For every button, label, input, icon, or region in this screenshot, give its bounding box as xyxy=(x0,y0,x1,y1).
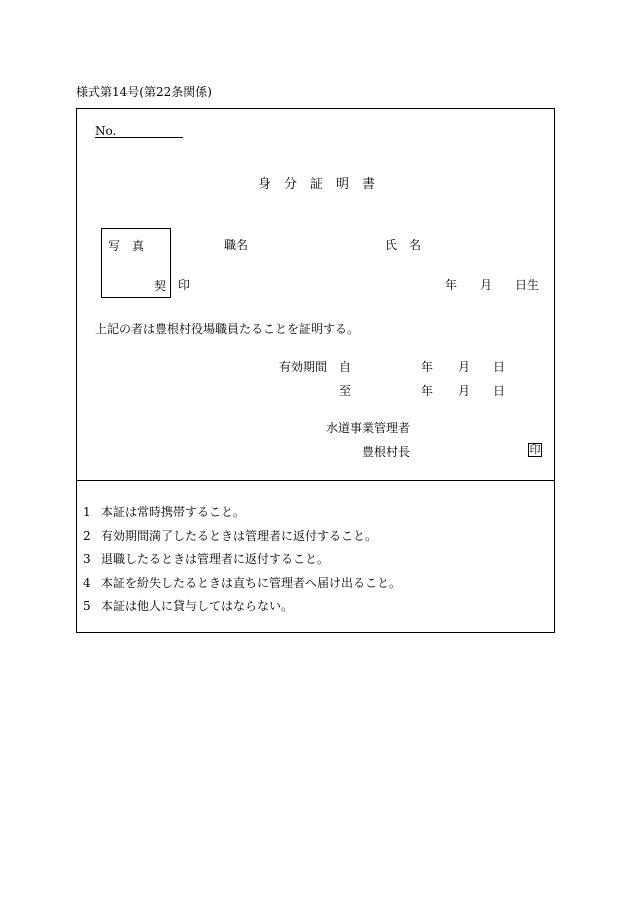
birth-month-label: 月 xyxy=(480,278,493,292)
seal-in-label: 印 xyxy=(178,278,191,292)
note-text: 有効期間満了したるときは管理者に返付すること。 xyxy=(101,529,378,543)
position-label: 職名 xyxy=(224,238,249,252)
birth-day-label: 日生 xyxy=(515,278,540,292)
validity-from-year: 年 xyxy=(421,360,434,374)
note-number: 1 xyxy=(83,505,91,519)
note-item xyxy=(83,503,245,520)
number-underline xyxy=(95,137,183,138)
certificate-frame xyxy=(76,108,555,633)
validity-to-year: 年 xyxy=(421,384,434,398)
note-text: 本証を紛失したるときは直ちに管理者へ届け出ること。 xyxy=(101,576,402,590)
validity-to-day: 日 xyxy=(493,384,506,398)
validity-to-label: 至 xyxy=(339,384,352,398)
certification-statement: 上記の者は豊根村役場職員たることを証明する。 xyxy=(95,322,360,336)
issuer-name: 豊根村長 xyxy=(362,445,411,459)
note-number: 2 xyxy=(83,529,91,543)
note-item xyxy=(83,527,377,544)
note-number: 5 xyxy=(83,599,91,613)
note-text: 本証は他人に貸与してはならない。 xyxy=(101,599,294,613)
note-item xyxy=(83,550,329,567)
seal-mark-label: 契 xyxy=(154,279,167,293)
issuer-title: 水道事業管理者 xyxy=(326,421,411,435)
section-divider xyxy=(77,480,554,481)
validity-from-label: 自 xyxy=(339,360,352,374)
document-title: 身 分 証 明 書 xyxy=(257,177,375,192)
note-text: 退職したるときは管理者に返付すること。 xyxy=(101,552,330,566)
note-number: 3 xyxy=(83,552,91,566)
number-label: No. xyxy=(95,124,117,138)
issuer-seal: 印 xyxy=(529,443,541,456)
validity-label: 有効期間 xyxy=(279,360,328,374)
photo-label: 写 真 xyxy=(108,239,145,253)
note-item xyxy=(83,597,293,614)
birth-year-label: 年 xyxy=(445,278,458,292)
name-label: 氏 名 xyxy=(385,238,422,252)
validity-from-day: 日 xyxy=(493,360,506,374)
validity-from-month: 月 xyxy=(458,360,471,374)
form-number-label: 様式第14号(第22条関係) xyxy=(76,85,212,99)
note-number: 4 xyxy=(83,576,91,590)
validity-to-month: 月 xyxy=(458,384,471,398)
note-text: 本証は常時携帯すること。 xyxy=(101,505,246,519)
photo-box xyxy=(101,228,171,298)
note-item xyxy=(83,574,401,591)
